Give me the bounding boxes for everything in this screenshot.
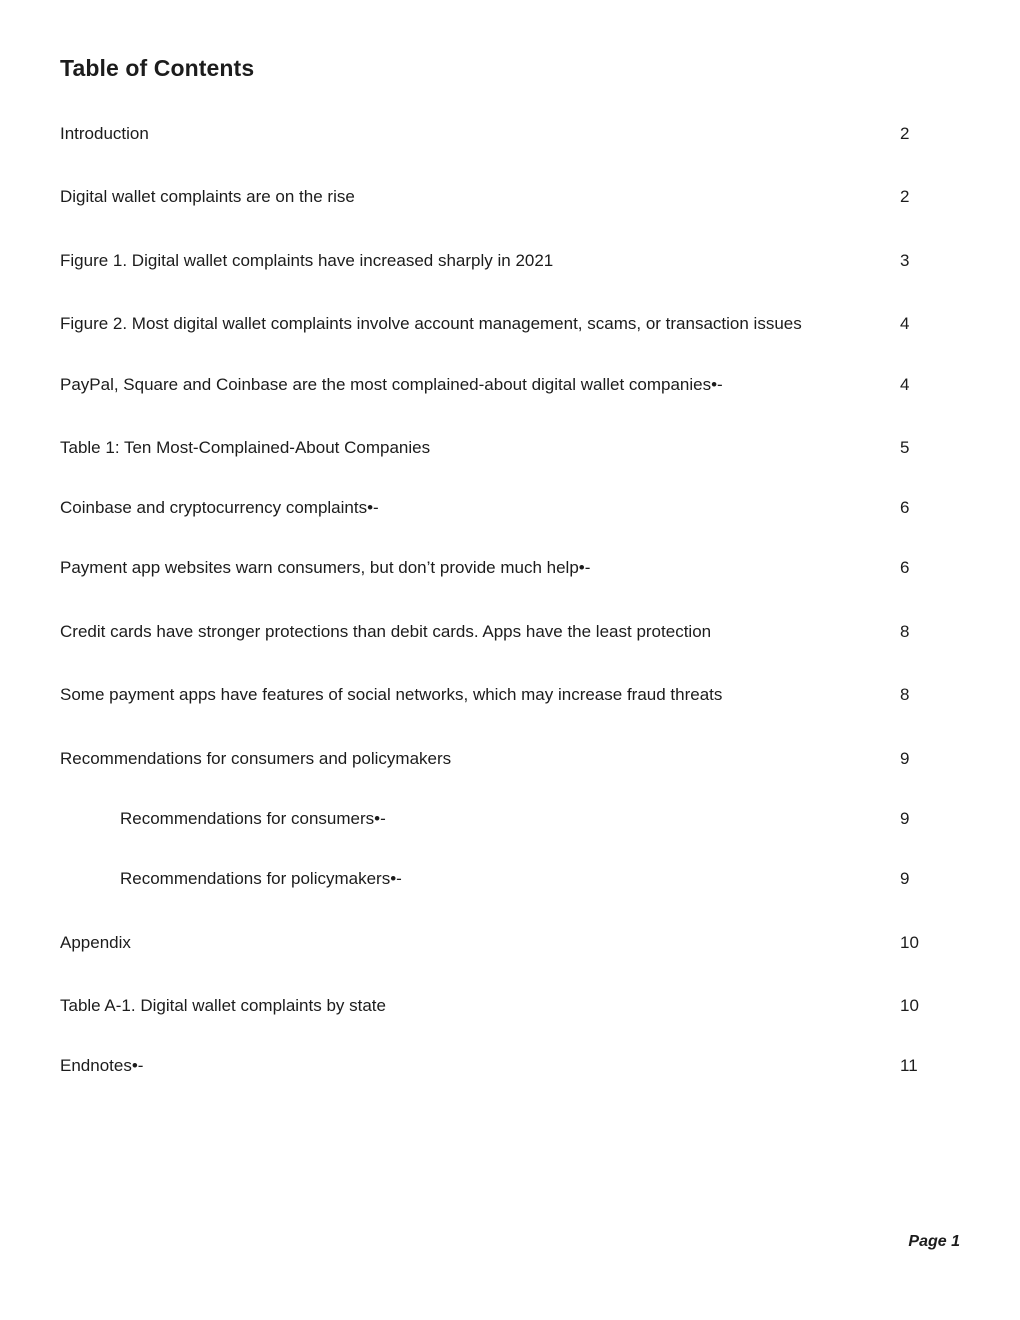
toc-entry-label: PayPal, Square and Coinbase are the most complained-about digital wallet companies•- [60,375,723,394]
toc-entry-page-number: 9 [900,749,910,768]
toc-entry-label: Recommendations for consumers•- [120,809,386,828]
toc-entry-label: Recommendations for policymakers•- [120,869,402,888]
toc-entry-label: Introduction [60,124,149,143]
toc-entry-label: Endnotes•- [60,1056,144,1075]
toc-entry-recommendations[interactable] [60,747,940,771]
toc-entry-most-complained-companies[interactable] [60,373,940,397]
toc-entry-label: Table A-1. Digital wallet complaints by state [60,996,386,1015]
toc-entry-figure-1[interactable] [60,249,940,273]
toc-entry-social-network-features[interactable] [60,683,940,707]
toc-entry-page-number: 10 [900,933,919,952]
toc-entry-table-1[interactable] [60,436,940,460]
toc-entry-page-number: 2 [900,124,910,143]
toc-entry-payment-app-websites[interactable] [60,556,940,580]
toc-entry-page-number: 11 [900,1056,918,1075]
toc-entry-label: Table 1: Ten Most-Complained-About Companies [60,438,431,457]
toc-entry-page-number: 6 [900,558,910,577]
toc-entry-page-number: 4 [900,375,910,394]
toc-entry-page-number: 10 [900,996,919,1015]
page-number-footer: Page 1 [908,1233,960,1250]
toc-entry-page-number: 5 [900,438,910,457]
toc-entry-credit-cards-protections[interactable] [60,620,940,644]
toc-entry-label: Digital wallet complaints are on the rise [60,187,355,206]
toc-entry-table-a1[interactable] [60,994,940,1018]
toc-entry-recommendations-policymakers[interactable] [60,867,940,891]
toc-entry-label: Recommendations for consumers and policymakers [60,749,452,768]
toc-entry-appendix[interactable] [60,931,940,955]
toc-entry-label: Figure 2. Most digital wallet complaints involve account management, scams, or transaction issues [60,314,802,333]
toc-entry-digital-wallet-complaints[interactable] [60,185,940,209]
toc-entry-label: Credit cards have stronger protections than debit cards. Apps have the least protection [60,622,712,641]
toc-entry-label: Appendix [60,933,131,952]
toc-entry-page-number: 8 [900,685,910,704]
toc-entry-page-number: 2 [900,187,910,206]
toc-entry-page-number: 9 [900,809,910,828]
toc-entry-coinbase-cryptocurrency[interactable] [60,496,940,520]
toc-entry-introduction[interactable] [60,122,940,146]
toc-entry-page-number: 9 [900,869,910,888]
toc-entry-page-number: 3 [900,251,910,270]
toc-entry-page-number: 6 [900,498,910,517]
toc-entry-label: Coinbase and cryptocurrency complaints•- [60,498,379,517]
toc-entry-label: Figure 1. Digital wallet complaints have increased sharply in 2021 [60,251,554,270]
toc-entry-page-number: 8 [900,622,910,641]
page-title: Table of Contents [60,55,255,81]
toc-entry-label: Some payment apps have features of social networks, which may increase fraud threats [60,685,723,704]
toc-entry-endnotes[interactable] [60,1054,940,1078]
toc-entry-page-number: 4 [900,314,910,333]
toc-entry-figure-2[interactable] [60,312,940,336]
toc-entry-recommendations-consumers[interactable] [60,807,940,831]
toc-entry-label: Payment app websites warn consumers, but don’t provide much help•- [60,558,591,577]
